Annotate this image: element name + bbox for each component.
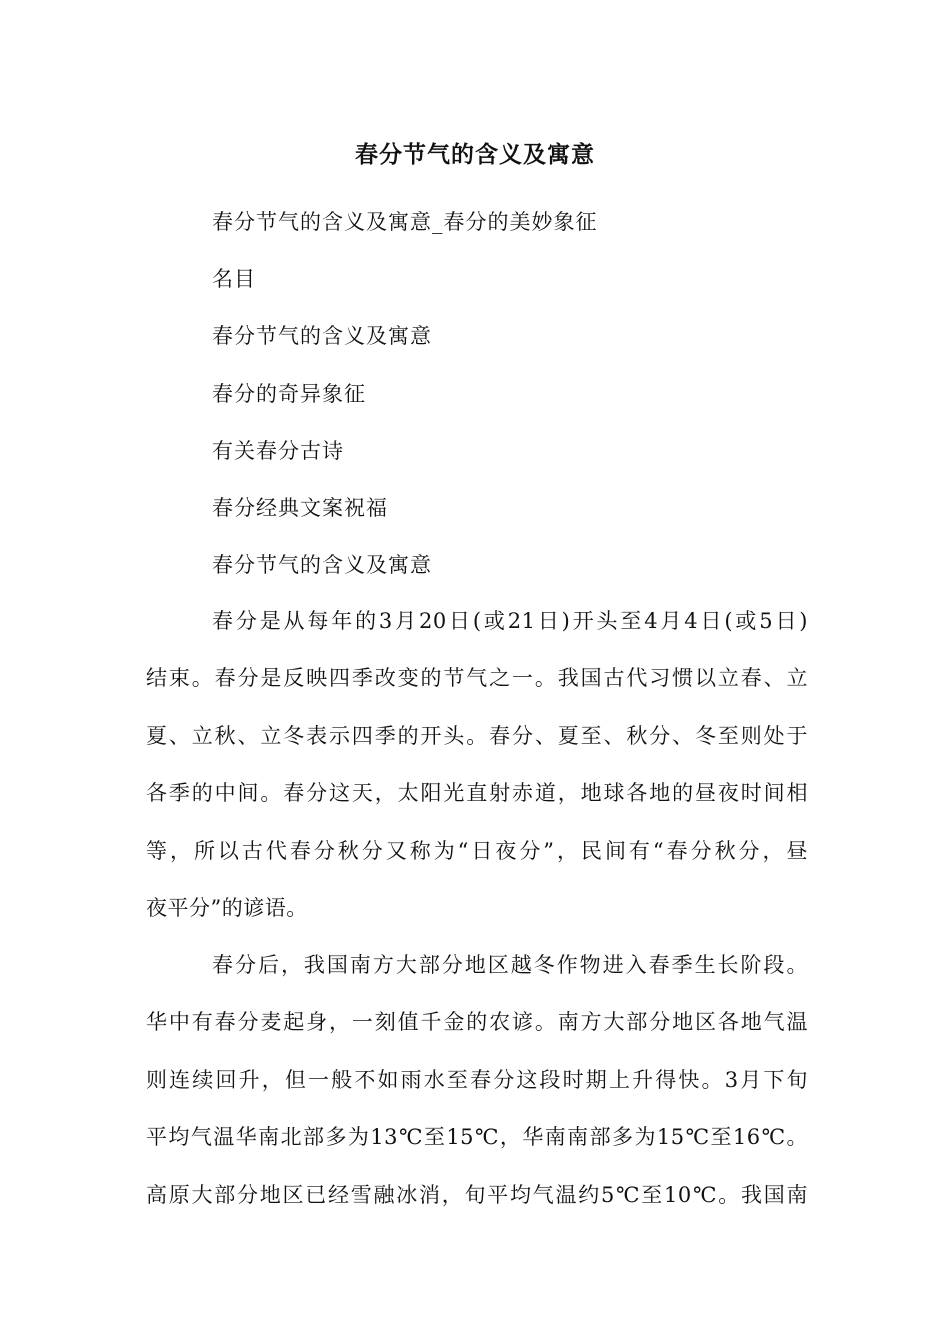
paragraph-line: 夜平分”的谚语。 — [146, 895, 308, 920]
document-subtitle: 春分节气的含义及寓意_春分的美妙象征 — [212, 210, 598, 234]
paragraph-line: 华中有春分麦起身，一刻值千金的农谚。南方大部分地区各地气温 — [146, 1010, 808, 1035]
paragraph-line: 平均气温华南北部多为13℃至15℃，华南南部多为15℃至16℃。 — [146, 1125, 808, 1150]
paragraph-line: 春分后，我国南方大部分地区越冬作物进入春季生长阶段。 — [212, 953, 808, 977]
paragraph-1 — [146, 593, 808, 937]
paragraph-line: 结束。春分是反映四季改变的节气之一。我国古代习惯以立春、立 — [146, 666, 808, 691]
paragraph-line: 各季的中间。春分这天，太阳光直射赤道，地球各地的昼夜时间相 — [146, 781, 808, 806]
toc-heading: 名目 — [212, 267, 256, 291]
toc-item: 春分的奇异象征 — [212, 382, 366, 406]
toc-item: 春分经典文案祝福 — [212, 496, 388, 520]
section-heading: 春分节气的含义及寓意 — [212, 553, 432, 577]
paragraph-line: 等，所以古代春分秋分又称为“日夜分”，民间有“春分秋分，昼 — [146, 838, 808, 863]
toc-item: 有关春分古诗 — [212, 439, 344, 463]
paragraph-line: 高原大部分地区已经雪融冰消，旬平均气温约5℃至10℃。我国南 — [146, 1182, 808, 1207]
toc-item: 春分节气的含义及寓意 — [212, 324, 432, 348]
document-title: 春分节气的含义及寓意 — [355, 141, 595, 168]
paragraph-line: 夏、立秋、立冬表示四季的开头。春分、夏至、秋分、冬至则处于 — [146, 723, 808, 748]
paragraph-line: 春分是从每年的3月20日(或21日)开头至4月4日(或5日) — [212, 609, 808, 633]
paragraph-line: 则连续回升，但一般不如雨水至春分这段时期上升得快。3月下旬 — [146, 1067, 808, 1092]
paragraph-2 — [146, 937, 808, 1224]
